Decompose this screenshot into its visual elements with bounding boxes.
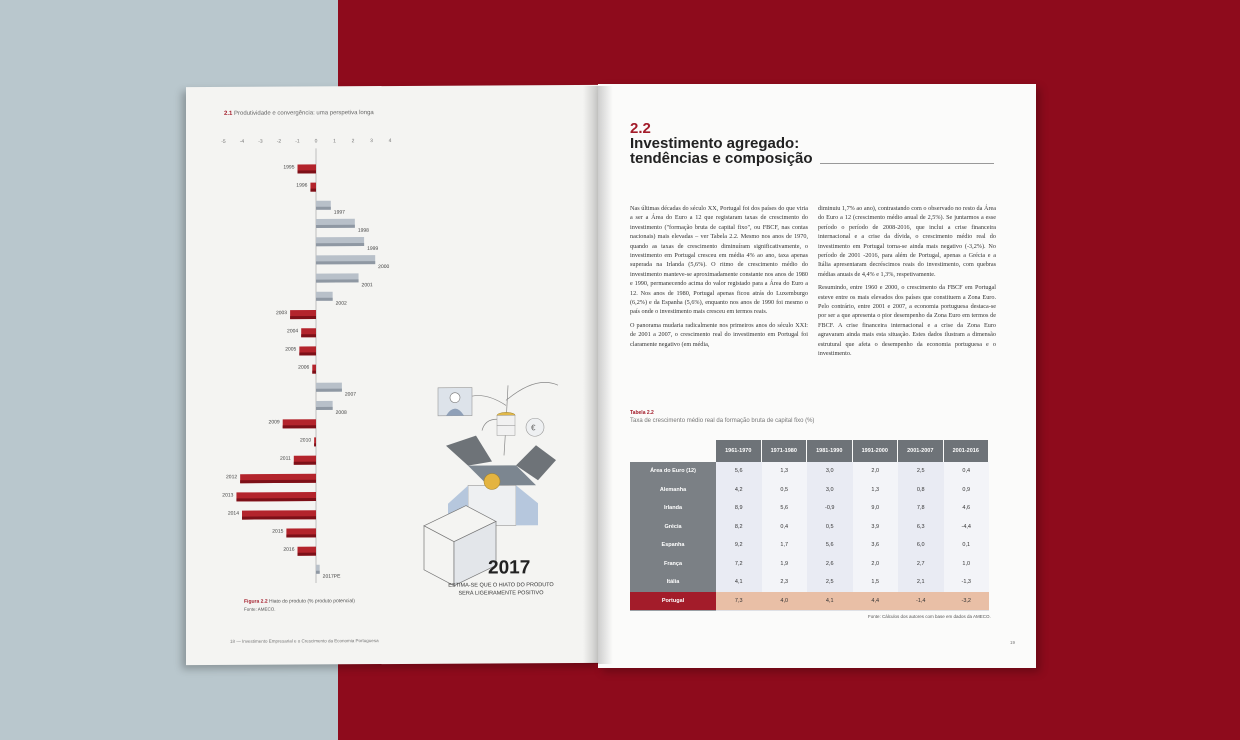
euro-bag-icon [526,418,544,436]
table-cell: 7,2 [716,555,762,575]
title-rule [820,163,994,164]
axis-tick-label: -4 [239,138,245,145]
axis-tick-label: 3 [370,138,373,145]
illustration [186,85,600,647]
year-label-2007: 2007 [344,391,357,398]
year-label-2012: 2012 [226,474,238,481]
table-cell: 2,0 [853,462,899,482]
year-label-2004: 2004 [287,328,299,335]
table-cell: 7,3 [716,592,762,612]
year-label-2005: 2005 [285,346,297,353]
table-title: Taxa de crescimento médio real da formação bruta de capital fixo (%) [630,418,815,424]
section-number: 2.2 [630,120,651,137]
body-column-2 [818,204,996,359]
section-title-line-2: tendências e composição [630,150,813,167]
table-cell: 6,0 [898,536,944,556]
svg-text:€: € [531,423,536,433]
right-page [598,84,1036,668]
axis-tick-label: -1 [295,138,300,145]
table-cell: 2,6 [807,555,853,575]
table-cell: 0,4 [944,462,990,482]
table-cell: -4,4 [944,518,990,538]
table-cell: 3,0 [807,481,853,501]
table-cell: 5,6 [807,536,853,556]
table-header-2001-2016: 2001-2016 [944,440,989,462]
table-cell: 0,5 [762,481,808,501]
table-cell: 5,6 [762,499,808,519]
table-cell: 0,8 [898,481,944,501]
table-cell: 1,7 [762,536,808,556]
table-cell: 4,1 [807,592,853,612]
table-cell: 0,9 [944,481,990,501]
year-label-2002: 2002 [335,300,347,307]
axis-tick-label: 0 [314,138,318,145]
table-cell: 8,9 [716,499,762,519]
year-label-2017PE: 2017PE [322,573,341,580]
illustration-year: 2017 [488,557,531,579]
coins-icon [497,412,515,435]
body-column-1 [630,204,808,349]
year-label-2008: 2008 [335,409,347,416]
year-label-2015: 2015 [272,528,284,535]
table-cell: 4,4 [853,592,899,612]
table-cell: 2,5 [807,573,853,593]
year-label-2013: 2013 [222,492,234,499]
table-row-header: França [630,555,716,575]
table-row-header: Itália [630,573,716,593]
table-cell: -3,2 [944,592,990,612]
year-label-2001: 2001 [361,282,373,289]
person-icon [438,388,472,416]
year-label-2009: 2009 [268,419,280,426]
figure-caption-text: Hiato do produto (% produto potencial) [269,598,355,605]
table-cell: 2,0 [853,555,899,575]
table-header-1981-1990: 1981-1990 [807,440,852,462]
table-cell: 2,3 [762,573,808,593]
left-page [186,85,600,665]
axis-tick-label: 2 [351,138,355,145]
year-label-2003: 2003 [275,310,288,317]
year-label-2014: 2014 [227,510,239,517]
table-row-header: Portugal [630,592,716,612]
table-cell: 2,1 [898,573,944,593]
table-row-header: Irlanda [630,499,716,519]
year-label-1995: 1995 [283,164,295,171]
table-cell: 4,0 [762,592,808,612]
table-row-header: Área do Euro (12) [630,462,716,482]
table-cell: 1,3 [762,462,808,482]
table-cell: 9,2 [716,536,762,556]
table-cell: 3,6 [853,536,899,556]
table-cell: 0,5 [807,518,853,538]
axis-tick-label: 4 [388,138,392,145]
table-header-2001-2007: 2001-2007 [898,440,943,462]
table-label: Tabela 2.2 [630,410,654,416]
table-source: Fonte: Cálculos dos autores com base em dados da AMECO. [868,614,991,619]
illustration-caption [426,581,576,598]
year-label-1998: 1998 [357,227,369,234]
left-footer: 18 — Investimento Empresarial e o Crescimento da Economia Portuguesa [230,638,379,644]
col1-paragraph-1: Nas últimas décadas do século XX, Portugal foi dos países do que viria a ser a Área do Euro a 12 que registaram taxas de crescimento do investimento ("formação bruta de capital fixo", ou FBCF, nas contas nacionais) mais elevadas – ver Tabela 2.2. Mesmo nos anos de 1970, quando as taxas de crescimento diminuíram significativamente, o investimento em Portugal cresceu em média 4% ao ano, taxa apenas superada na Irlanda (5,6%). O ritmo de crescimento médio do investimento manteve-se aproximadamente constante nos anos de 1980 e 1990, permanecendo acima do valor registado para a Área do Euro a 12. Nos anos de 1980, Portugal apenas ficou atrás do Luxemburgo (6,2%) e da Espanha (5,6%), enquanto nos anos de 1990 foi mesmo o país onde o investimento mais cresceu em termos reais. [630,205,808,316]
table-cell: 1,3 [853,481,899,501]
table-cell: 9,0 [853,499,899,519]
year-label-1999: 1999 [367,245,379,252]
illustration-caption-line-2: SERÁ LIGEIRAMENTE POSITIVO [458,590,544,597]
table-row-header: Alemanha [630,481,716,501]
running-head-number: 2.1 [224,110,233,117]
table-cell: 1,0 [944,555,990,575]
table-cell: 4,6 [944,499,990,519]
table-cell: 8,2 [716,518,762,538]
table-cell: 2,5 [898,462,944,482]
year-label-1997: 1997 [333,209,345,216]
table-cell: 1,9 [762,555,808,575]
table-cell: 6,3 [898,518,944,538]
table-cell: -0,9 [807,499,853,519]
year-label-1996: 1996 [296,182,308,189]
axis-tick-label: -5 [221,138,226,145]
table-cell: 1,5 [853,573,899,593]
year-label-2016: 2016 [283,546,295,553]
axis-tick-label: -2 [276,138,282,145]
table-header-1991-2000: 1991-2000 [853,440,898,462]
open-book [178,80,1042,670]
year-label-2006: 2006 [298,364,310,371]
table-row-header: Espanha [630,536,716,556]
col1-paragraph-2: O panorama mudaria radicalmente nos primeiros anos do século XXI: de 2001 a 2007, o crescimento real do investimento em Portugal foi claramente negativo (em média, [630,321,808,348]
section-title [630,136,890,166]
col2-paragraph-2: Resumindo, entre 1960 e 2000, o crescimento da FBCF em Portugal esteve entre os mais elevados dos países que constituem a Zona Euro. Pelo contrário, entre 2001 e 2007, a economia portuguesa destaca-se por ser a que apresenta o pior desempenho da Zona Euro em termos de FBCF. A crise financeira internacional e a crise da Zona Euro agravaram ainda mais esta situação. Estes dados ilustram a dimensão estrutural que afeta o desempenho da economia portuguesa e o investimento. [818,284,996,358]
table-cell: 0,4 [762,518,808,538]
table-cell: -1,4 [898,592,944,612]
table-cell: 4,2 [716,481,762,501]
figure-caption [244,598,355,605]
page-number: 19 [1010,640,1016,645]
table-cell: 3,0 [807,462,853,482]
year-label-2011: 2011 [280,455,291,462]
table-header-1961-1970: 1961-1970 [716,440,761,462]
table-cell: 2,7 [898,555,944,575]
book-gutter [583,86,613,664]
table-row-header: Grécia [630,518,716,538]
axis-tick-label: 1 [333,138,336,145]
figure-source: Fonte: AMECO. [244,606,276,612]
table-cell: 3,9 [853,518,899,538]
cube-icon [424,505,496,585]
col2-paragraph-1: diminuiu 1,7% ao ano), contrastando com o observado no resto da Área do Euro a 12 (crescimento médio anual de 2,5%). Se juntarmos a esse período o período de 2008-2016, que inclui a crise financeira internacional e a crise da dívida, o crescimento médio real do investimento em Portugal torna-se ainda mais negativo (-3,2%). No período de 2001 -2016, para além de Portugal, apenas a Grécia e a Itália apresentaram decréscimos reais do investimento, com quebras médias anuais de 4,4% e 1,3%, respetivamente. [818,205,996,278]
axis-tick-label: -3 [258,138,263,145]
table-cell: -1,3 [944,573,990,593]
table-cell: 5,6 [716,462,762,482]
illustration-caption-line-1: ESTIMA-SE QUE O HIATO DO PRODUTO [448,582,554,589]
table-header-1971-1980: 1971-1980 [762,440,807,462]
table-cell: 4,1 [716,573,762,593]
running-head-text: Produtividade e convergência: uma perspetiva longa [234,110,374,117]
section-title-line-1: Investimento agregado: [630,135,800,152]
table-cell: 7,8 [898,499,944,519]
year-label-2010: 2010 [300,437,312,444]
table-cell: 0,1 [944,536,990,556]
year-label-2000: 2000 [378,264,390,271]
figure-label: Figura 2.2 [244,598,268,605]
